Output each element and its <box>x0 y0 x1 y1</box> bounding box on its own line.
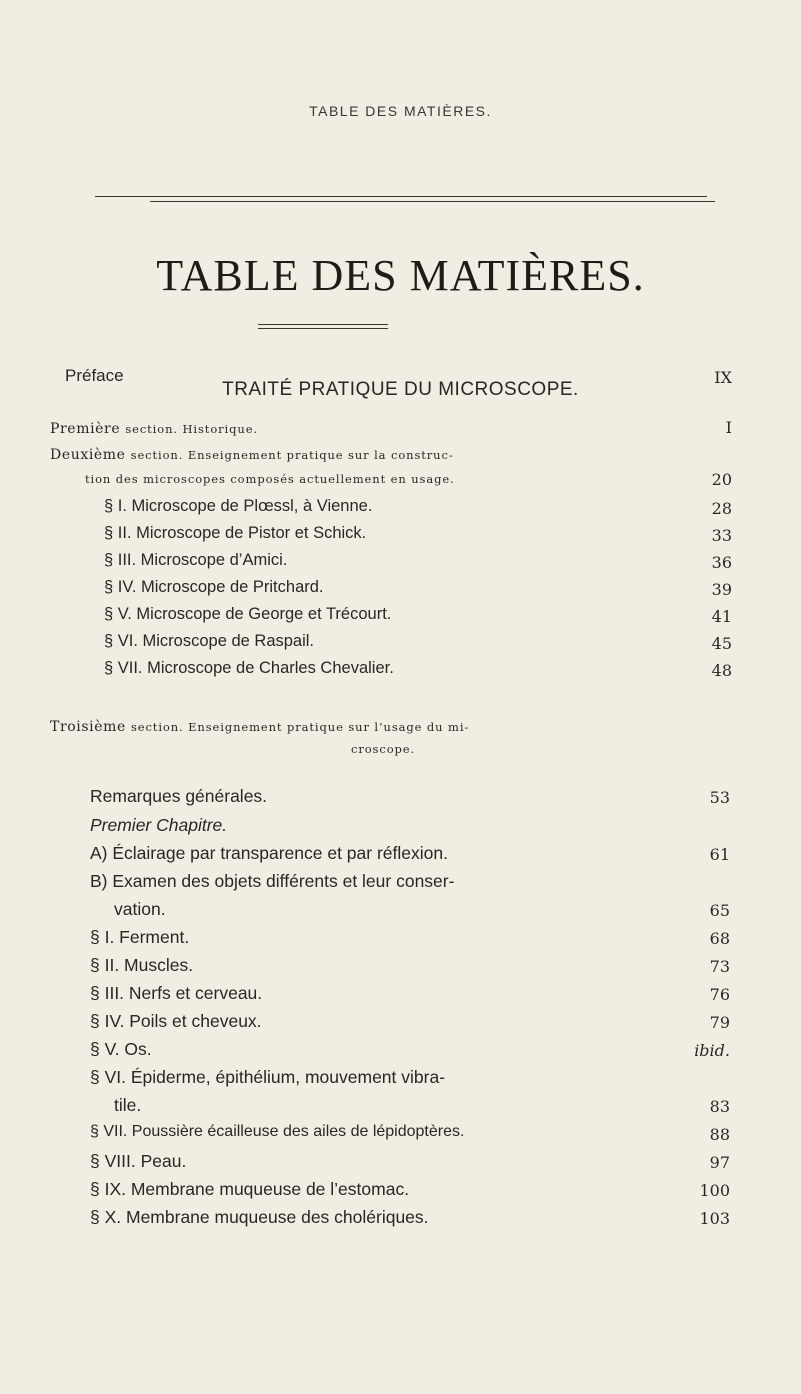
section-1-page: I <box>725 418 732 437</box>
toc-entry: § X. Membrane muqueuse des cholériques. <box>90 1207 429 1227</box>
toc-entry-page: 61 <box>709 845 730 864</box>
section-2-heading <box>50 444 454 463</box>
toc-entry-continuation: vation. <box>114 899 166 919</box>
toc-entry-page: 97 <box>709 1153 730 1172</box>
toc-entry: § VI. Épiderme, épithélium, mouvement vibra- <box>90 1067 446 1087</box>
toc-entry-page: 73 <box>709 957 730 976</box>
running-head: TABLE DES MATIÈRES. <box>309 103 492 119</box>
toc-entry-page: 48 <box>711 661 732 680</box>
section-3-heading <box>50 716 469 735</box>
toc-entry-page: 103 <box>699 1209 730 1228</box>
toc-entry: § IV. Microscope de Pritchard. <box>104 578 324 596</box>
section-1-heading <box>50 418 258 437</box>
toc-entry: A) Éclairage par transparence et par réflexion. <box>90 843 448 863</box>
page-title: TABLE DES MATIÈRES. <box>156 251 645 300</box>
toc-entry-page: 45 <box>711 634 732 653</box>
ornament-rule-bottom <box>258 328 388 329</box>
toc-entry: § II. Microscope de Pistor et Schick. <box>104 524 367 542</box>
toc-entry: § V. Os. <box>90 1039 152 1059</box>
toc-entry: § I. Microscope de Plœssl, à Vienne. <box>104 497 373 515</box>
toc-entry-page: 41 <box>711 607 732 626</box>
section-3-heading-line2: croscope. <box>351 742 416 756</box>
toc-entry: § IV. Poils et cheveux. <box>90 1011 262 1031</box>
toc-entry: § III. Nerfs et cerveau. <box>90 983 263 1003</box>
toc-entry-page: 65 <box>709 901 730 920</box>
toc-entry-page: 100 <box>699 1181 730 1200</box>
toc-entry: § I. Ferment. <box>90 927 190 947</box>
section-3-rest: section. Enseignement pratique sur l’usage du mi- <box>130 720 470 734</box>
ornament-rule-top <box>258 324 388 325</box>
toc-entry: B) Examen des objets différents et leur conser- <box>90 871 455 891</box>
toc-entry: § IX. Membrane muqueuse de l’estomac. <box>90 1179 410 1199</box>
toc-entry-continuation: tile. <box>114 1095 142 1115</box>
double-rule-top <box>95 196 707 197</box>
toc-entry: § VII. Microscope de Charles Chevalier. <box>104 659 394 677</box>
toc-entry-page: 68 <box>709 929 730 948</box>
double-rule-bottom <box>150 201 715 202</box>
chapter-heading: Premier Chapitre. <box>90 815 228 835</box>
section-1-rest: section. Historique. <box>125 422 258 436</box>
section-2-rest: section. Enseignement pratique sur la construc- <box>130 448 454 462</box>
toc-entry: § V. Microscope de George et Trécourt. <box>104 605 392 623</box>
toc-entry: Remarques générales. <box>90 786 268 806</box>
toc-entry-page: 83 <box>709 1097 730 1116</box>
section-2-page: 20 <box>711 470 732 489</box>
preface-label: Préface <box>65 366 124 385</box>
section-2-lead: Deuxième <box>50 447 126 463</box>
toc-entry: § II. Muscles. <box>90 955 194 975</box>
toc-entry-page: 28 <box>711 499 732 518</box>
toc-entry-page: 36 <box>711 553 732 572</box>
book-subtitle: TRAITÉ PRATIQUE DU MICROSCOPE. <box>222 379 579 400</box>
section-1-lead: Première <box>50 421 121 437</box>
toc-entry: § III. Microscope d’Amici. <box>104 551 288 569</box>
section-2-heading-line2: tion des microscopes composés actuellement en usage. <box>85 472 455 486</box>
toc-entry-page: 88 <box>709 1125 730 1144</box>
toc-entry-page: 79 <box>709 1013 730 1032</box>
preface-page: IX <box>714 368 732 387</box>
toc-entry-page: ibid. <box>694 1041 730 1060</box>
section-3-lead: Troisième <box>50 719 126 735</box>
toc-entry-page: 33 <box>711 526 732 545</box>
toc-entry: § VII. Poussière écailleuse des ailes de lépidoptères. <box>90 1123 465 1140</box>
toc-entry: § VI. Microscope de Raspail. <box>104 632 315 650</box>
toc-entry: § VIII. Peau. <box>90 1151 187 1171</box>
toc-entry-page: 76 <box>709 985 730 1004</box>
toc-entry-page: 39 <box>711 580 732 599</box>
toc-entry-page: 53 <box>709 788 730 807</box>
